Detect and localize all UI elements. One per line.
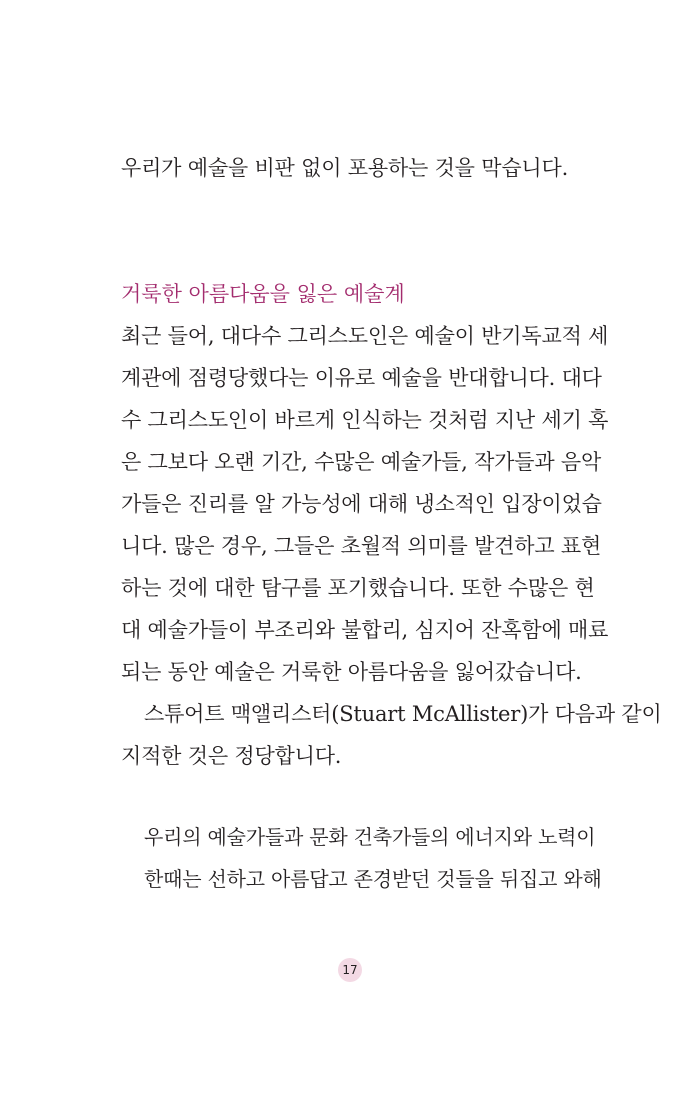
intro-line: 우리가 예술을 비판 없이 포용하는 것을 막습니다. [121,156,569,180]
section-heading: 거룩한 아름다움을 잃은 예술계 [121,282,405,306]
quote-line: 한때는 선하고 아름답고 존경받던 것들을 뒤집고 와해 [144,867,602,891]
paragraph-line: 은 그보다 오랜 기간, 수많은 예술가들, 작가들과 음악 [121,450,602,474]
paragraph-line: 지적한 것은 정당합니다. [121,744,342,768]
page-number: 17 [338,958,362,982]
paragraph-line: 최근 들어, 대다수 그리스도인은 예술이 반기독교적 세 [121,324,609,348]
paragraph-line: 대 예술가들이 부조리와 불합리, 심지어 잔혹함에 매료 [121,618,609,642]
paragraph-line: 하는 것에 대한 탐구를 포기했습니다. 또한 수많은 현 [121,576,595,600]
paragraph-line: 되는 동안 예술은 거룩한 아름다움을 잃어갔습니다. [121,660,582,684]
paragraph-line: 가들은 진리를 알 가능성에 대해 냉소적인 입장이었습 [121,492,602,516]
paragraph-line: 계관에 점령당했다는 이유로 예술을 반대합니다. 대다 [121,366,602,390]
quote-line: 우리의 예술가들과 문화 건축가들의 에너지와 노력이 [144,825,596,849]
paragraph-line: 스튜어트 맥앨리스터(Stuart McAllister)가 다음과 같이 [144,702,662,726]
paragraph-line: 수 그리스도인이 바르게 인식하는 것처럼 지난 세기 혹 [121,408,609,432]
paragraph-line: 니다. 많은 경우, 그들은 초월적 의미를 발견하고 표현 [121,534,602,558]
